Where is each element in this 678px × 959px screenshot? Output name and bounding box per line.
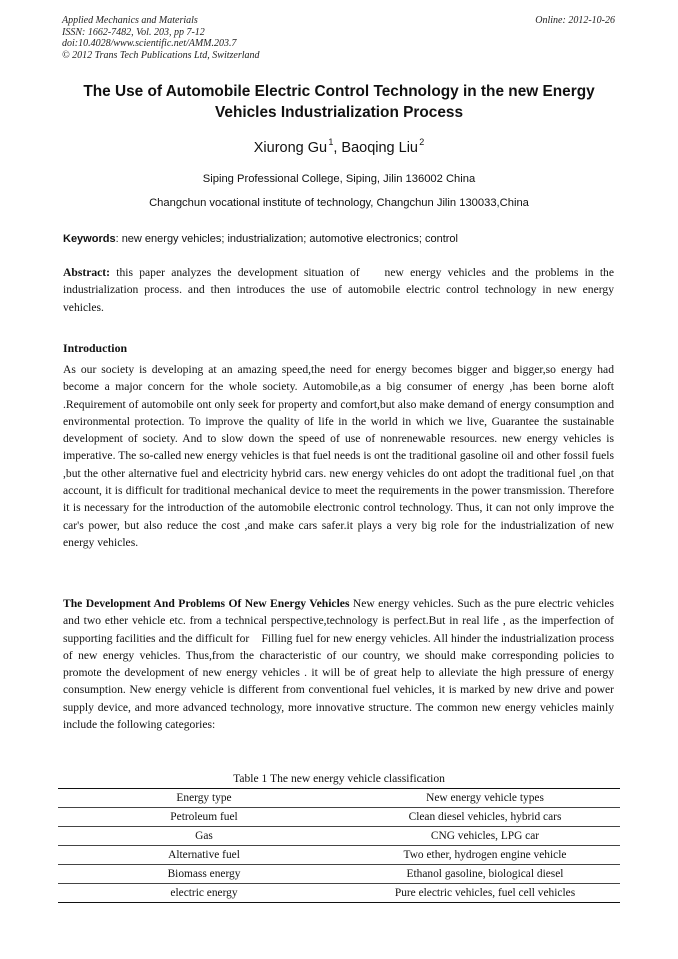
table-cell: CNG vehicles, LPG car — [350, 827, 620, 846]
inline-heading: The Development And Problems Of New Energy Vehicles — [63, 597, 350, 610]
column-header: New energy vehicle types — [350, 789, 620, 808]
title-line-1: The Use of Automobile Electric Control Technology in the new Energy — [83, 83, 595, 100]
classification-table — [58, 788, 620, 903]
keywords — [63, 232, 623, 246]
table-header-row — [58, 789, 620, 808]
table-cell: Two ether, hydrogen engine vehicle — [350, 846, 620, 865]
paper-title — [40, 81, 638, 123]
abstract-text: this paper analyzes the development situation of new energy vehicles and the problems in the industrialization process. and then introduces the use of automobile electric control technology in new energy vehicles. — [63, 266, 617, 314]
abstract-label: Abstract: — [63, 266, 111, 279]
affiliation: Changchun vocational institute of technology, Changchun Jilin 130033,China — [149, 197, 529, 209]
author-separator: , — [333, 140, 342, 156]
table-cell: Clean diesel vehicles, hybrid cars — [350, 808, 620, 827]
issn-line: ISSN: 1662-7482, Vol. 203, pp 7-12 — [62, 26, 205, 38]
doi-line: doi:10.4028/www.scientific.net/AMM.203.7 — [62, 38, 237, 49]
development-text: New energy vehicles. Such as the pure electric vehicles and two ether vehicle etc. from a technical perspective,technology is perfect.But in real life , as the imperfection of supporting facilities and the difficult for Filling fuel for new energy vehicles. All hinder the industrialization process of new energy vehicles. Thus,from the characteristic of our country, we should make corresponding policies to promote the development of new energy vehicles . it will be of great help to alleviate the high pressure of energy consumption. New energy vehicle is different from conventional fuel vehicles, it is marked by new drive and power supply device, and more advanced technology, more innovative structure. The common new energy vehicles mainly include the following categories: — [63, 597, 617, 732]
copyright-line: © 2012 Trans Tech Publications Ltd, Switzerland — [62, 49, 260, 61]
section-heading: Introduction — [63, 341, 128, 355]
journal-header — [62, 15, 260, 61]
table-row — [58, 846, 620, 865]
table-cell: Biomass energy — [58, 865, 350, 884]
table-row — [58, 865, 620, 884]
table-cell: Alternative fuel — [58, 846, 350, 865]
journal-name: Applied Mechanics and Materials — [62, 15, 198, 26]
table-cell: Ethanol gasoline, biological diesel — [350, 865, 620, 884]
development-paragraph — [63, 595, 617, 733]
table-cell: electric energy — [58, 884, 350, 903]
author-affil-marker: 1 — [328, 137, 334, 147]
column-header: Energy type — [58, 789, 350, 808]
author-name: Xiurong Gu — [253, 140, 328, 156]
table-row — [58, 884, 620, 903]
keywords-text: : new energy vehicles; industrialization; automotive electronics; control — [115, 233, 458, 245]
author-list — [0, 132, 678, 158]
abstract — [63, 264, 617, 316]
table-cell: Petroleum fuel — [58, 808, 350, 827]
affiliation: Siping Professional College, Siping, Jilin 136002 China — [202, 173, 476, 185]
table-row — [58, 827, 620, 846]
author-name: Baoqing Liu — [341, 140, 418, 156]
online-date: Online: 2012-10-26 — [535, 15, 615, 26]
table-cell: Gas — [58, 827, 350, 846]
table-row — [58, 808, 620, 827]
title-line-2: Vehicles Industrialization Process — [214, 104, 464, 121]
table-cell: Pure electric vehicles, fuel cell vehicles — [350, 884, 620, 903]
keywords-label: Keywords — [63, 233, 116, 245]
intro-paragraph: As our society is developing at an amazing speed,the need for energy becomes bigger and bigger,so energy had become a major concern for the whole society. Automobile,as a big consumer of energy ,has been borne aloft .Requirement of automobile ont only seek for property and comfort,but also make demand of energy consumption and environmental protection. To improve the quality of life in the world in which we live, Guarantee the sustainable development of society. And to slow down the speed of use of nonrenewable resources. new energy vehicles is imperative. The so-called new energy vehicles is that fuel needs is ont the traditional gasoline oil and other fossil fuels ,but the other alternative fuel and electricity hybrid cars. new energy vehicles do ont adopt the traditional fuel ,on that account, it is difficult for traditional mechanical device to meet the requirements in the power transmission. Therefore it is necessary for the introduction of the automobile electronic control technology. Thus, it can not only improve the car's power, but also reduce the cost ,and make cars safer.it plays a very big role for the industrialization of new energy vehicles. — [63, 363, 614, 549]
author-affil-marker: 2 — [419, 137, 425, 147]
table-caption: Table 1 The new energy vehicle classification — [233, 772, 445, 785]
